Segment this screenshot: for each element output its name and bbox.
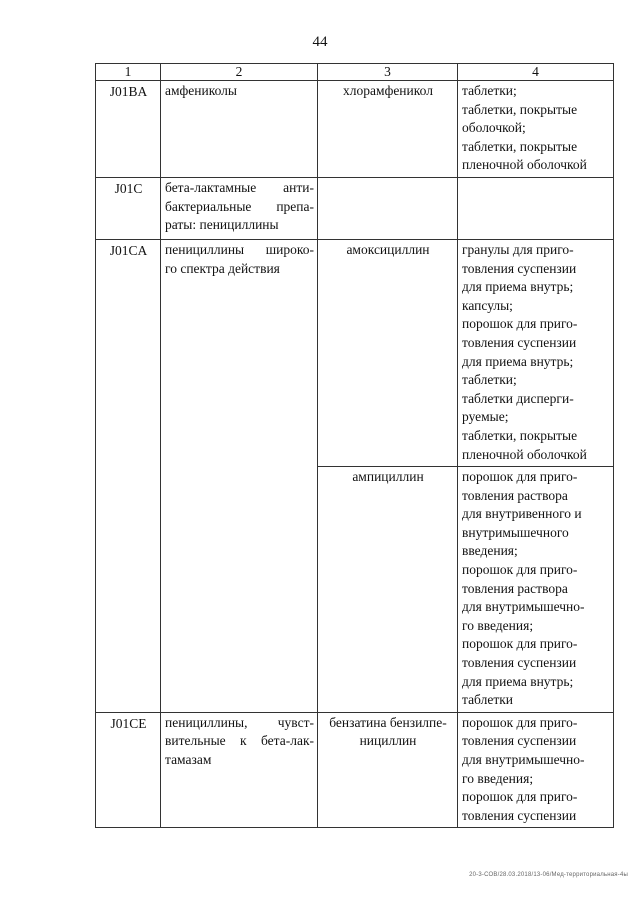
group-name-cell-line: раты: пенициллины — [165, 217, 279, 233]
dosage-form-cell-line: для приема внутрь; — [462, 673, 574, 689]
column-header: 4 — [458, 64, 614, 81]
table-header-row — [96, 64, 614, 81]
dosage-form-cell-line: таблетки, покрытые — [462, 138, 578, 154]
dosage-form-cell-line: пленочной оболочкой — [462, 157, 587, 173]
group-name-cell-line: вительные к бета-лак- — [165, 733, 314, 749]
dosage-form-cell-line: порошок для приго- — [462, 316, 578, 332]
atc-code-cell: J01CE — [96, 712, 161, 828]
group-name-cell — [161, 239, 318, 712]
dosage-form-cell-line: гранулы для приго- — [462, 241, 574, 257]
inn-cell-line: амоксициллин — [346, 241, 430, 257]
group-name-cell-line: бактериальные препа- — [165, 198, 314, 214]
dosage-form-cell — [458, 177, 614, 239]
dosage-form-cell-line: порошок для приго- — [462, 789, 578, 805]
group-name-cell-line: бета-лактамные анти- — [165, 179, 314, 195]
dosage-form-cell-line: порошок для приго- — [462, 562, 578, 578]
dosage-form-cell-line: таблетки, покрытые — [462, 427, 578, 443]
dosage-form-cell-line: товления суспензии — [462, 334, 577, 350]
dosage-form-cell-line: введения; — [462, 543, 518, 559]
group-name-cell — [161, 81, 318, 178]
drug-table — [95, 63, 614, 828]
group-name-cell — [161, 177, 318, 239]
dosage-form-cell-line: товления суспензии — [462, 733, 577, 749]
group-name-cell — [161, 712, 318, 828]
dosage-form-cell-line: товления раствора — [462, 580, 568, 596]
inn-cell — [318, 81, 458, 178]
table-row — [96, 177, 614, 239]
inn-cell — [318, 467, 458, 713]
dosage-form-cell-line: для внутримышечно- — [462, 599, 585, 615]
inn-cell — [318, 177, 458, 239]
atc-code-cell: J01BA — [96, 81, 161, 178]
group-name-cell-line: го спектра действия — [165, 260, 280, 276]
dosage-form-cell-line: для внутримышечно- — [462, 752, 585, 767]
column-header: 1 — [96, 64, 161, 81]
dosage-form-cell-line: товления суспензии — [462, 807, 577, 823]
table-row — [96, 239, 614, 466]
dosage-form-cell-line: для внутривенного и — [462, 506, 582, 522]
dosage-form-cell-line: го введения; — [462, 617, 534, 633]
dosage-form-cell-line: порошок для приго- — [462, 714, 578, 730]
dosage-form-cell-line: внутримышечного — [462, 524, 569, 540]
dosage-form-cell-line: товления суспензии — [462, 655, 577, 671]
dosage-form-cell-line: го введения; — [462, 770, 534, 786]
dosage-form-cell-line: для приема внутрь; — [462, 353, 574, 369]
dosage-form-cell — [458, 239, 614, 466]
inn-cell-line: ампициллин — [352, 469, 424, 485]
table-row — [96, 81, 614, 178]
document-footer: 20-3-СОВ/28.03.2018/13-06/Мед-территориальная-4ы — [469, 872, 628, 878]
group-name-cell-line: амфениколы — [165, 83, 237, 98]
inn-cell — [318, 239, 458, 466]
dosage-form-cell-line: порошок для приго- — [462, 636, 578, 652]
dosage-form-cell-line: пленочной оболочкой — [462, 446, 587, 462]
inn-cell-line: хлорамфеникол — [343, 83, 433, 98]
dosage-form-cell-line: таблетки, покрытые — [462, 101, 578, 117]
inn-cell — [318, 712, 458, 828]
dosage-form-cell-line: таблетки дисперги- — [462, 390, 574, 406]
page-number: 44 — [312, 34, 328, 50]
column-header: 3 — [318, 64, 458, 81]
dosage-form-cell-line: товления раствора — [462, 487, 568, 503]
dosage-form-cell-line: оболочкой; — [462, 120, 526, 136]
inn-cell-line: бензатина бензилпе- — [329, 714, 447, 730]
dosage-form-cell-line: порошок для приго- — [462, 469, 578, 485]
dosage-form-cell — [458, 81, 614, 178]
inn-cell-line: нициллин — [359, 733, 417, 749]
table-row — [96, 712, 614, 828]
group-name-cell-line: пенициллины, чувст- — [165, 714, 314, 730]
group-name-cell-line: пенициллины широко- — [165, 241, 314, 257]
dosage-form-cell-line: таблетки; — [462, 372, 517, 388]
dosage-form-cell-line: таблетки — [462, 692, 514, 708]
atc-code-cell: J01CA — [96, 239, 161, 712]
dosage-form-cell-line: для приема внутрь; — [462, 279, 574, 295]
dosage-form-cell-line: руемые; — [462, 409, 509, 425]
dosage-form-cell-line: товления суспензии — [462, 260, 577, 276]
dosage-form-cell — [458, 467, 614, 713]
column-header: 2 — [161, 64, 318, 81]
dosage-form-cell — [458, 712, 614, 828]
group-name-cell-line: тамазам — [165, 752, 212, 767]
dosage-form-cell-line: капсулы; — [462, 297, 513, 313]
atc-code-cell: J01C — [96, 177, 161, 239]
dosage-form-cell-line: таблетки; — [462, 83, 517, 98]
